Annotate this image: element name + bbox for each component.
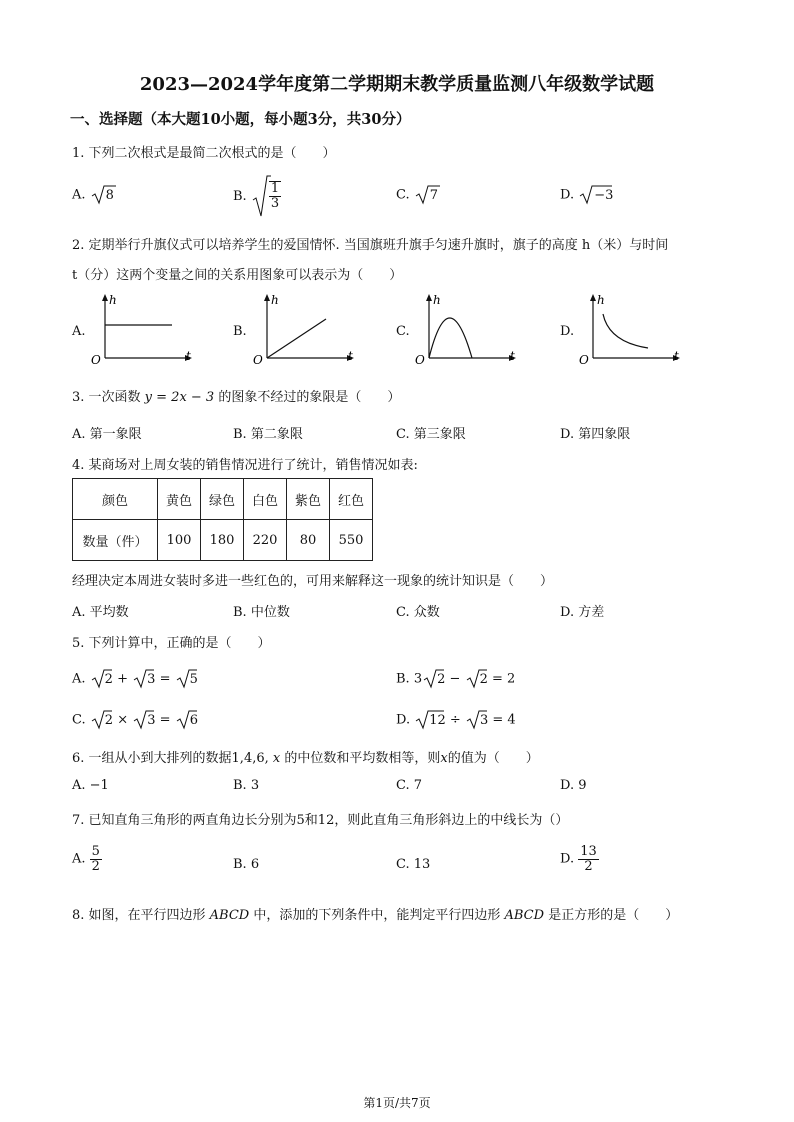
table-cell: 80 <box>287 520 330 561</box>
denominator: 2 <box>584 858 593 874</box>
table-cell: 白色 <box>244 479 287 520</box>
parabola-curve <box>429 318 472 358</box>
q1-option-c[interactable] <box>396 184 438 206</box>
radicand: 6 <box>189 712 198 728</box>
operator: + <box>117 671 128 687</box>
table-cell: 颜色 <box>73 479 158 520</box>
q1-option-c-label: C. <box>396 187 410 203</box>
radicand: 3 <box>147 712 156 728</box>
graph-c <box>412 292 524 370</box>
origin-label: O <box>91 353 101 367</box>
q7-option-d-label: D. <box>560 851 575 867</box>
table-cell: 数量（件） <box>73 520 158 561</box>
q2-option-c-label[interactable]: C. <box>396 324 410 339</box>
q7-option-c[interactable]: C. 13 <box>396 857 431 872</box>
axis-label-h: h <box>433 293 441 307</box>
q3-option-c[interactable]: C. 第三象限 <box>396 427 466 442</box>
graph-b <box>250 292 362 370</box>
question-6-stem <box>72 747 539 766</box>
q1-option-b[interactable] <box>233 174 281 218</box>
q7-option-d-fraction <box>578 845 599 873</box>
q6-stem-post: 的值为（ ） <box>447 751 539 766</box>
q6-option-b[interactable]: B. 3 <box>233 778 260 793</box>
result: = 4 <box>492 712 516 728</box>
q3-option-a[interactable]: A. 第一象限 <box>72 427 142 442</box>
operator: = <box>159 671 171 687</box>
q8-stem-post: 是正方形的是（ ） <box>544 908 679 923</box>
q6-option-c[interactable]: C. 7 <box>396 778 423 793</box>
q5-option-d-label: D. <box>396 712 411 728</box>
radicand: 12 <box>429 712 446 728</box>
q6-option-d[interactable]: D. 9 <box>560 778 587 793</box>
table-cell: 绿色 <box>201 479 244 520</box>
q5-option-d[interactable] <box>396 709 516 731</box>
q1-option-a-label: A. <box>72 187 86 203</box>
operator: × <box>117 712 129 728</box>
decreasing-curve <box>603 314 648 348</box>
question-1-stem: 1. 下列二次根式是最简二次根式的是（ ） <box>72 146 336 161</box>
axis-label-h: h <box>597 293 605 307</box>
q8-shape-name: ABCD <box>209 908 250 923</box>
q4-option-d[interactable]: D. 方差 <box>560 605 605 620</box>
q1-option-a-value: 8 <box>105 187 114 203</box>
radicand: 3 <box>479 712 489 728</box>
q5-option-c-label: C. <box>72 712 86 728</box>
axis-label-t: t <box>348 349 353 363</box>
increasing-line <box>267 319 326 358</box>
q5-option-a-label: A. <box>72 671 86 687</box>
origin-label: O <box>253 353 263 367</box>
table-cell: 550 <box>330 520 373 561</box>
q8-shape-name: ABCD <box>504 908 545 923</box>
question-4-stem: 4. 某商场对上周女装的销售情况进行了统计，销售情况如表: <box>72 458 418 473</box>
q6-option-a[interactable]: A. −1 <box>72 778 109 793</box>
table-row <box>73 520 373 561</box>
q8-stem-pre: 8. 如图，在平行四边形 <box>72 908 210 923</box>
numerator: 13 <box>580 844 597 859</box>
numerator: 5 <box>91 844 100 859</box>
radicand: 5 <box>189 671 198 687</box>
page-footer: 第1页/共7页 <box>363 1096 431 1110</box>
table-cell: 220 <box>244 520 287 561</box>
question-4-follow: 经理决定本周进女装时多进一些红色的，可用来解释这一现象的统计知识是（ ） <box>72 574 554 589</box>
table-cell: 黄色 <box>158 479 201 520</box>
result: = 2 <box>492 671 516 687</box>
q1-option-d[interactable] <box>560 184 613 206</box>
origin-label: O <box>579 353 589 367</box>
radicand: 2 <box>104 712 114 728</box>
q5-option-c[interactable] <box>72 709 198 731</box>
q5-option-b[interactable] <box>396 668 515 690</box>
q3-option-b[interactable]: B. 第二象限 <box>233 427 303 442</box>
section-heading: 一、选择题（本大题10小题，每小题3分，共30分） <box>70 111 411 128</box>
q3-stem-post: 的图象不经过的象限是（ ） <box>214 390 401 405</box>
table-cell: 红色 <box>330 479 373 520</box>
operator: = <box>159 712 171 728</box>
axis-label-t: t <box>510 349 515 363</box>
q5-option-a[interactable] <box>72 668 198 690</box>
question-7-stem: 7. 已知直角三角形的两直角边长分别为5和12，则此直角三角形斜边上的中线长为（） <box>72 813 569 828</box>
q1-option-b-fraction <box>269 181 281 210</box>
q1-option-b-label: B. <box>233 188 247 204</box>
q7-option-a-label: A. <box>72 851 86 867</box>
q2-option-b-label[interactable]: B. <box>233 324 247 339</box>
q1-option-d-value: −3 <box>594 187 614 203</box>
page-title: 2023—2024学年度第二学期期末教学质量监测八年级数学试题 <box>139 74 655 95</box>
table-cell: 100 <box>158 520 201 561</box>
q5-option-b-label: B. <box>396 671 410 687</box>
q8-stem-mid: 中，添加的下列条件中，能判定平行四边形 <box>249 908 505 923</box>
q7-option-d[interactable] <box>560 845 599 873</box>
axis-label-h: h <box>109 293 117 307</box>
question-8-stem <box>72 904 678 923</box>
table-cell: 紫色 <box>287 479 330 520</box>
table-header-row <box>73 479 373 520</box>
q1-b-numerator: 1 <box>270 181 280 197</box>
q4-option-c[interactable]: C. 众数 <box>396 605 440 620</box>
radicand: 3 <box>147 671 156 687</box>
q6-variable: x <box>440 751 448 766</box>
q7-option-a-fraction <box>90 845 102 873</box>
origin-label: O <box>415 353 425 367</box>
q4-option-a[interactable]: A. 平均数 <box>72 605 129 620</box>
coefficient: 3 <box>413 671 423 687</box>
denominator: 2 <box>91 858 100 874</box>
q6-variable: x <box>272 751 281 766</box>
q1-option-c-value: 7 <box>429 187 439 203</box>
question-5-stem: 5. 下列计算中，正确的是（ ） <box>72 636 271 651</box>
q7-option-b[interactable]: B. 6 <box>233 857 260 872</box>
question-2-stem-line-2: t（分）这两个变量之间的关系用图象可以表示为（ ） <box>72 268 403 283</box>
sales-table <box>72 478 373 561</box>
axis-label-t: t <box>674 349 679 363</box>
sqrt-symbol <box>251 174 271 218</box>
q6-stem-pre: 6. 一组从小到大排列的数据1,4,6, <box>72 751 273 766</box>
graph-d <box>576 292 688 370</box>
q1-option-d-label: D. <box>560 187 575 203</box>
q1-option-a[interactable] <box>72 184 114 206</box>
question-3-stem <box>72 386 400 405</box>
q7-option-a[interactable] <box>72 845 102 873</box>
q4-option-b[interactable]: B. 中位数 <box>233 605 290 620</box>
q3-formula: y = 2x − 3 <box>144 390 215 405</box>
radicand: 2 <box>479 671 488 687</box>
operator: ÷ <box>449 712 461 728</box>
q2-option-d-label[interactable]: D. <box>560 324 575 339</box>
graph-a <box>88 292 200 370</box>
q6-stem-mid: 的中位数和平均数相等，则 <box>280 751 441 766</box>
q3-stem-pre: 3. 一次函数 <box>72 390 145 405</box>
q2-option-a-label[interactable]: A. <box>72 324 86 339</box>
table-cell: 180 <box>201 520 244 561</box>
q1-b-denominator: 3 <box>270 196 280 211</box>
radicand: 2 <box>437 671 446 687</box>
radicand: 2 <box>104 671 113 687</box>
axis-label-h: h <box>271 293 279 307</box>
operator: − <box>449 671 461 687</box>
q3-option-d[interactable]: D. 第四象限 <box>560 427 631 442</box>
question-2-stem-line-1: 2. 定期举行升旗仪式可以培养学生的爱国情怀. 当国旗班升旗手匀速升旗时，旗子的高度 h（米）与时间 <box>72 238 669 253</box>
axis-label-t: t <box>186 349 191 363</box>
